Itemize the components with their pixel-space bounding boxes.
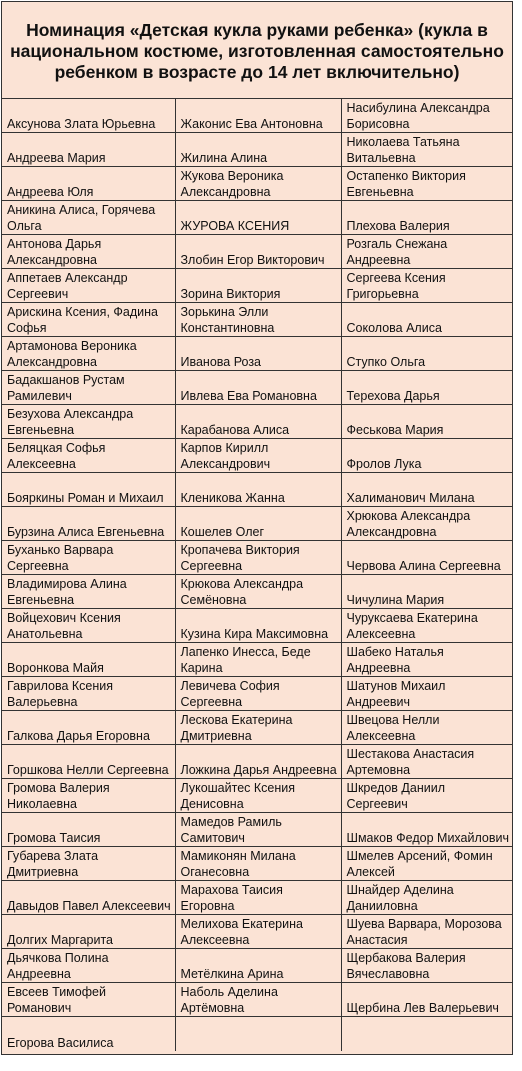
table-row <box>2 881 512 915</box>
participant-cell: Шнайдер Аделина Данииловна <box>341 881 512 915</box>
participant-cell: Феськова Мария <box>341 405 512 439</box>
participant-cell: Халиманович Милана <box>341 473 512 507</box>
participant-cell: Артамонова Вероника Александровна <box>2 337 175 371</box>
nomination-list <box>1 1 513 1055</box>
table-row <box>2 779 512 813</box>
participant-cell: Плехова Валерия <box>341 201 512 235</box>
participant-cell: Аксунова Злата Юрьевна <box>2 99 175 133</box>
participant-cell: Владимирова Алина Евгеньевна <box>2 575 175 609</box>
participant-cell: Зорина Виктория <box>175 269 341 303</box>
participant-cell: Карпов Кирилл Александрович <box>175 439 341 473</box>
participant-cell: Андреева Юля <box>2 167 175 201</box>
table-row <box>2 337 512 371</box>
table-row <box>2 1017 512 1052</box>
table-row <box>2 99 512 133</box>
participant-cell: Беляцкая Софья Алексеевна <box>2 439 175 473</box>
participant-cell: Шестакова Анастасия Артемовна <box>341 745 512 779</box>
participant-cell: Сергеева Ксения Григорьевна <box>341 269 512 303</box>
participant-cell: Мамедов Рамиль Самитович <box>175 813 341 847</box>
nomination-title: Номинация «Детская кукла руками ребенка» (кукла в национальном костюме, изготовленная самостоятельно ребенком в возрасте до 14 лет включительно) <box>2 2 512 99</box>
participant-cell: Дьячкова Полина Андреевна <box>2 949 175 983</box>
participant-cell: Щербина Лев Валерьевич <box>341 983 512 1017</box>
participant-cell: Николаева Татьяна Витальевна <box>341 133 512 167</box>
table-row <box>2 133 512 167</box>
participant-cell: Лескова Екатерина Дмитриевна <box>175 711 341 745</box>
table-row <box>2 575 512 609</box>
participant-cell: Жукова Вероника Александровна <box>175 167 341 201</box>
participant-cell: Кошелев Олег <box>175 507 341 541</box>
participant-cell <box>341 1017 512 1052</box>
participant-cell: Давыдов Павел Алексеевич <box>2 881 175 915</box>
participant-cell: Наболь Аделина Артёмовна <box>175 983 341 1017</box>
participant-cell: Розгаль Снежана Андреевна <box>341 235 512 269</box>
participant-cell: Кузина Кира Максимовна <box>175 609 341 643</box>
participant-cell: Шмелев Арсений, Фомин Алексей <box>341 847 512 881</box>
participant-cell: Чичулина Мария <box>341 575 512 609</box>
table-row <box>2 677 512 711</box>
participants-table <box>2 99 512 1051</box>
participant-cell: Арискина Ксения, Фадина Софья <box>2 303 175 337</box>
participant-cell: Бояркины Роман и Михаил <box>2 473 175 507</box>
participant-cell <box>175 1017 341 1052</box>
participant-cell: Фролов Лука <box>341 439 512 473</box>
participant-cell: Насибулина Александра Борисовна <box>341 99 512 133</box>
table-row <box>2 609 512 643</box>
participant-cell: Кленикова Жанна <box>175 473 341 507</box>
participant-cell: Метёлкина Арина <box>175 949 341 983</box>
participant-cell: Мелихова Екатерина Алексеевна <box>175 915 341 949</box>
participant-cell: Мамиконян Милана Оганесовна <box>175 847 341 881</box>
participant-cell: Аникина Алиса, Горячева Ольга <box>2 201 175 235</box>
table-row <box>2 235 512 269</box>
table-row <box>2 541 512 575</box>
participant-cell: Терехова Дарья <box>341 371 512 405</box>
table-row <box>2 269 512 303</box>
participant-cell: Губарева Злата Дмитриевна <box>2 847 175 881</box>
participant-cell: Червова Алина Сергеевна <box>341 541 512 575</box>
participant-cell: Швецова Нелли Алексеевна <box>341 711 512 745</box>
participant-cell: Долгих Маргарита <box>2 915 175 949</box>
table-row <box>2 983 512 1017</box>
participant-cell: Егорова Василиса <box>2 1017 175 1052</box>
participant-cell: Марахова Таисия Егоровна <box>175 881 341 915</box>
participant-cell: Ивлева Ева Романовна <box>175 371 341 405</box>
participants-table-body <box>2 99 512 1051</box>
participant-cell: Зорькина Элли Константиновна <box>175 303 341 337</box>
participant-cell: Ложкина Дарья Андреевна <box>175 745 341 779</box>
participant-cell: Горшкова Нелли Сергеевна <box>2 745 175 779</box>
participant-cell: Евсеев Тимофей Романович <box>2 983 175 1017</box>
table-row <box>2 711 512 745</box>
participant-cell: Войцехович Ксения Анатольевна <box>2 609 175 643</box>
table-row <box>2 405 512 439</box>
participant-cell: Бадакшанов Рустам Рамилевич <box>2 371 175 405</box>
participant-cell: Иванова Роза <box>175 337 341 371</box>
participant-cell: Бурзина Алиса Евгеньевна <box>2 507 175 541</box>
participant-cell: Крюкова Александра Семёновна <box>175 575 341 609</box>
participant-cell: Андреева Мария <box>2 133 175 167</box>
participant-cell: Лукошайтес Ксения Денисовна <box>175 779 341 813</box>
participant-cell: Чуруксаева Екатерина Алексеевна <box>341 609 512 643</box>
participant-cell: Жилина Алина <box>175 133 341 167</box>
table-row <box>2 303 512 337</box>
participant-cell: Безухова Александра Евгеньевна <box>2 405 175 439</box>
participant-cell: Остапенко Виктория Евгеньевна <box>341 167 512 201</box>
participant-cell: Кропачева Виктория Сергеевна <box>175 541 341 575</box>
participant-cell: ЖУРОВА КСЕНИЯ <box>175 201 341 235</box>
participant-cell: Жаконис Ева Антоновна <box>175 99 341 133</box>
participant-cell: Шмаков Федор Михайлович <box>341 813 512 847</box>
table-row <box>2 915 512 949</box>
participant-cell: Антонова Дарья Александровна <box>2 235 175 269</box>
participant-cell: Шабеко Наталья Андреевна <box>341 643 512 677</box>
participant-cell: Щербакова Валерия Вячеславовна <box>341 949 512 983</box>
participant-cell: Громова Валерия Николаевна <box>2 779 175 813</box>
participant-cell: Шкредов Даниил Сергеевич <box>341 779 512 813</box>
participant-cell: Громова Таисия <box>2 813 175 847</box>
table-row <box>2 813 512 847</box>
table-row <box>2 847 512 881</box>
participant-cell: Гаврилова Ксения Валерьевна <box>2 677 175 711</box>
participant-cell: Карабанова Алиса <box>175 405 341 439</box>
participant-cell: Шатунов Михаил Андреевич <box>341 677 512 711</box>
table-row <box>2 745 512 779</box>
participant-cell: Галкова Дарья Егоровна <box>2 711 175 745</box>
participant-cell: Шуева Варвара, Морозова Анастасия <box>341 915 512 949</box>
participant-cell: Ступко Ольга <box>341 337 512 371</box>
participant-cell: Буханько Варвара Сергеевна <box>2 541 175 575</box>
table-row <box>2 473 512 507</box>
table-row <box>2 439 512 473</box>
table-row <box>2 201 512 235</box>
table-row <box>2 949 512 983</box>
participant-cell: Злобин Егор Викторович <box>175 235 341 269</box>
table-row <box>2 167 512 201</box>
participant-cell: Соколова Алиса <box>341 303 512 337</box>
participant-cell: Воронкова Майя <box>2 643 175 677</box>
table-row <box>2 371 512 405</box>
table-row <box>2 643 512 677</box>
participant-cell: Левичева София Сергеевна <box>175 677 341 711</box>
participant-cell: Аппетаев Александр Сергеевич <box>2 269 175 303</box>
table-row <box>2 507 512 541</box>
participant-cell: Лапенко Инесса, Беде Карина <box>175 643 341 677</box>
participant-cell: Хрюкова Александра Александровна <box>341 507 512 541</box>
